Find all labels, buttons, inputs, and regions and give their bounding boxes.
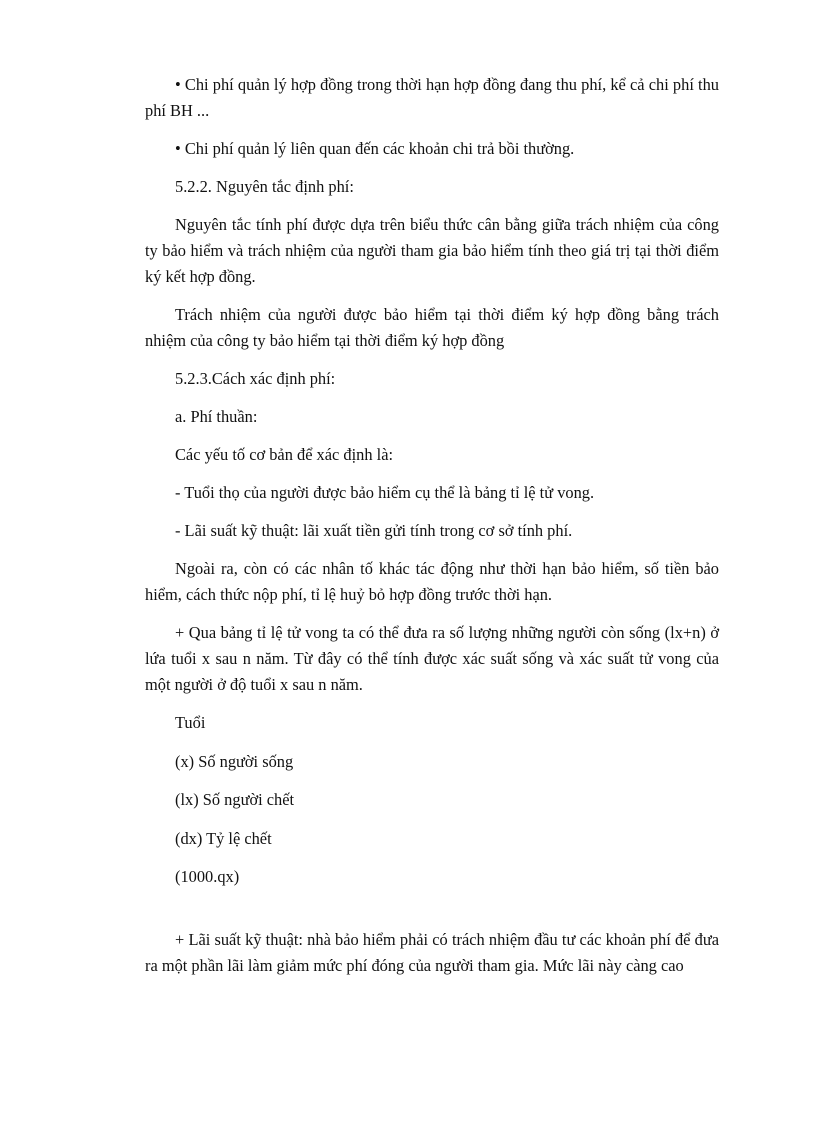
table-line-death-rate: (dx) Tỷ lệ chết bbox=[175, 828, 272, 848]
table-line-age: Tuổi bbox=[175, 713, 206, 732]
document-body bbox=[145, 72, 719, 991]
paragraph-pricing-principle: Nguyên tắc tính phí được dựa trên biểu thức cân bằng giữa trách nhiệm của công ty bảo hiểm và trách nhiệm của người tham gia bảo hiểm tính theo giá trị tại thời điểm ký kết hợp đồng. bbox=[145, 215, 719, 286]
table-line-death-rate-per-thousand: (1000.qx) bbox=[175, 867, 240, 886]
list-item-technical-interest: - Lãi suất kỹ thuật: lãi xuất tiền gửi tính trong cơ sở tính phí. bbox=[175, 521, 573, 540]
paragraph-other-factors: Ngoài ra, còn có các nhân tố khác tác động như thời hạn bảo hiểm, số tiền bảo hiểm, cách thức nộp phí, tỉ lệ huỷ bỏ hợp đồng trước thời hạn. bbox=[145, 559, 719, 604]
blank-line bbox=[145, 903, 719, 927]
paragraph-basic-factors: Các yếu tố cơ bản để xác định là: bbox=[175, 445, 394, 464]
section-heading-pricing-principle: 5.2.2. Nguyên tắc định phí: bbox=[175, 177, 354, 196]
bullet-claims-management-cost: • Chi phí quản lý liên quan đến các khoản chi trả bồi thường. bbox=[175, 139, 575, 158]
subheading-net-premium: a. Phí thuần: bbox=[175, 407, 258, 426]
table-line-deaths: (lx) Số người chết bbox=[175, 790, 295, 809]
paragraph-technical-interest-rate: + Lãi suất kỹ thuật: nhà bảo hiểm phải có trách nhiệm đầu tư các khoản phí để đưa ra một phần lãi làm giảm mức phí đóng của người tham gia. Mức lãi này càng cao bbox=[145, 929, 719, 975]
paragraph-mortality-table: + Qua bảng tỉ lệ tử vong ta có thể đưa ra số lượng những người còn sống (lx+n) ở lứa tuổi x sau n năm. Từ đây có thể tính được xác suất sống và xác suất tử vong của một người ở độ tuổi x sau n năm. bbox=[145, 623, 719, 694]
table-line-survivors: (x) Số người sống bbox=[175, 751, 294, 771]
bullet-contract-management-cost: • Chi phí quản lý hợp đồng trong thời hạn hợp đồng đang thu phí, kể cả chi phí thu phí BH ... bbox=[145, 75, 719, 120]
section-heading-premium-method: 5.2.3.Cách xác định phí: bbox=[175, 369, 336, 388]
paragraph-insured-responsibility: Trách nhiệm của người được bảo hiểm tại thời điểm ký hợp đồng bằng trách nhiệm của công ty bảo hiểm tại thời điểm ký hợp đồng bbox=[145, 305, 719, 350]
list-item-life-expectancy: - Tuổi thọ của người được bảo hiểm cụ thể là bảng tỉ lệ tử vong. bbox=[175, 483, 595, 502]
